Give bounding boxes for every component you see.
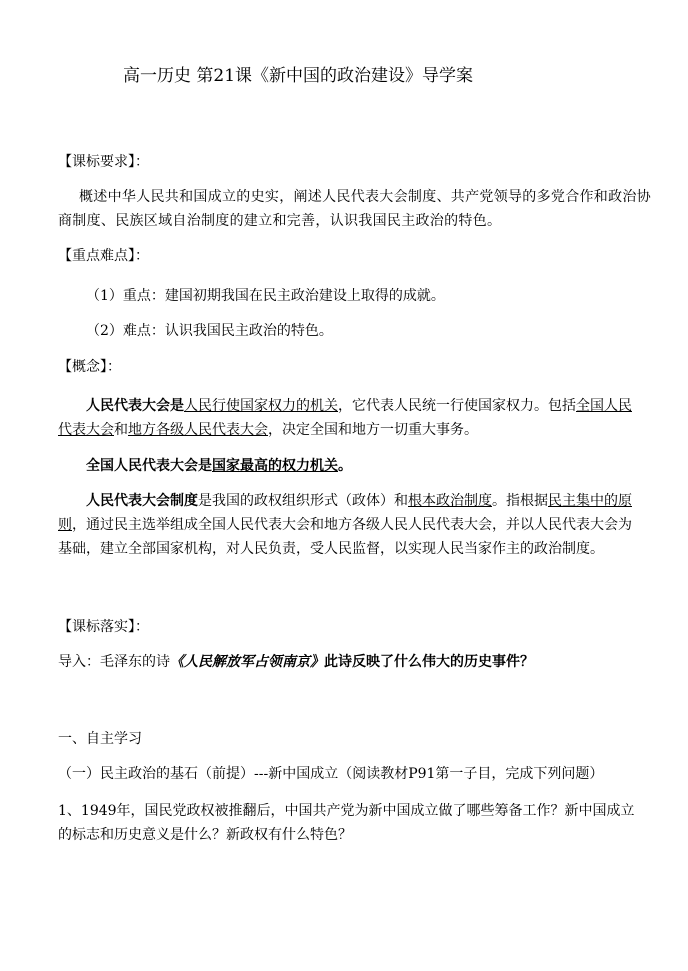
page-title: 高一历史 第21课《新中国的政治建设》导学案 [123,66,474,86]
concept-underlined-text: 地方各级人民代表大会 [128,422,268,438]
intro-prefix: 导入：毛泽东的诗 [58,654,170,670]
question-1-line2: 的标志和历史意义是什么？新政权有什么特色？ [58,827,352,843]
key-points-heading: 【重点难点】： [58,248,149,264]
question-1-line1: 1、1949年，国民党政权被推翻后，中国共产党为新中国成立做了哪些筹备工作？新中国成立 [58,803,635,819]
concept-underlined-text: 根本政治制度 [408,493,492,509]
concept-text: ，通过民主选举组成全国人民代表大会和地方各级人民人民代表大会，并以人民代表大会为 [72,517,632,533]
concept-paragraph-3-line2 [58,515,632,535]
curriculum-text-line2: 商制度、民族区域自治制度的建立和完善，认识我国民主政治的特色。 [58,213,502,229]
self-study-heading: 一、自主学习 [58,731,142,747]
concept-text: 。指根据 [492,493,548,509]
concept-term: 人民代表大会是 [86,398,184,414]
implementation-heading: 【课标落实】： [58,619,149,635]
intro-question-text: 此诗反映了什么伟大的历史事件？ [324,654,534,670]
self-study-subheading: （一）民主政治的基石（前提）---新中国成立（阅读教材P91第一子目，完成下列问题） [58,766,604,782]
concept-paragraph-2 [86,456,352,476]
key-point-item: （1）重点：建国初期我国在民主政治建设上取得的成就。 [86,288,445,304]
concept-text: 和 [114,422,128,438]
concept-text: 。 [338,458,352,474]
concept-underlined-text: 民主集中的原 [548,493,632,509]
concept-term: 人民代表大会制度 [86,493,198,509]
concept-underlined-text: 人民行使国家权力的机关 [184,398,338,414]
concept-underlined-text: 代表大会 [58,422,114,438]
concept-underlined-text: 则 [58,517,72,533]
curriculum-heading: 【课标要求】： [58,154,149,170]
concept-text: 是我国的政权组织形式（政体）和 [198,493,408,509]
concept-underlined-text: 全国人民 [576,398,632,414]
curriculum-text-line1: 概述中华人民共和国成立的史实，阐述人民代表大会制度、共产党领导的多党合作和政治协 [79,189,651,205]
concept-text: 全国人民代表大会是 [86,458,212,474]
concept-text: ，它代表人民统一行使国家权力。包括 [338,398,576,414]
intro-poem-title: 《人民解放军占领南京》 [170,654,324,670]
intro-question [58,652,534,672]
concept-paragraph-3-line1 [86,491,632,511]
concepts-heading: 【概念】： [58,359,121,375]
concept-underlined-text: 国家最高的权力机关 [212,458,338,474]
difficult-point-item: （2）难点：认识我国民主政治的特色。 [86,323,333,339]
concept-paragraph-1-line2 [58,420,478,440]
concept-paragraph-1-line1 [86,396,632,416]
concept-text: ，决定全国和地方一切重大事务。 [268,422,478,438]
concept-paragraph-3-line3: 基础，建立全部国家机构，对人民负责，受人民监督，以实现人民当家作主的政治制度。 [58,541,604,557]
